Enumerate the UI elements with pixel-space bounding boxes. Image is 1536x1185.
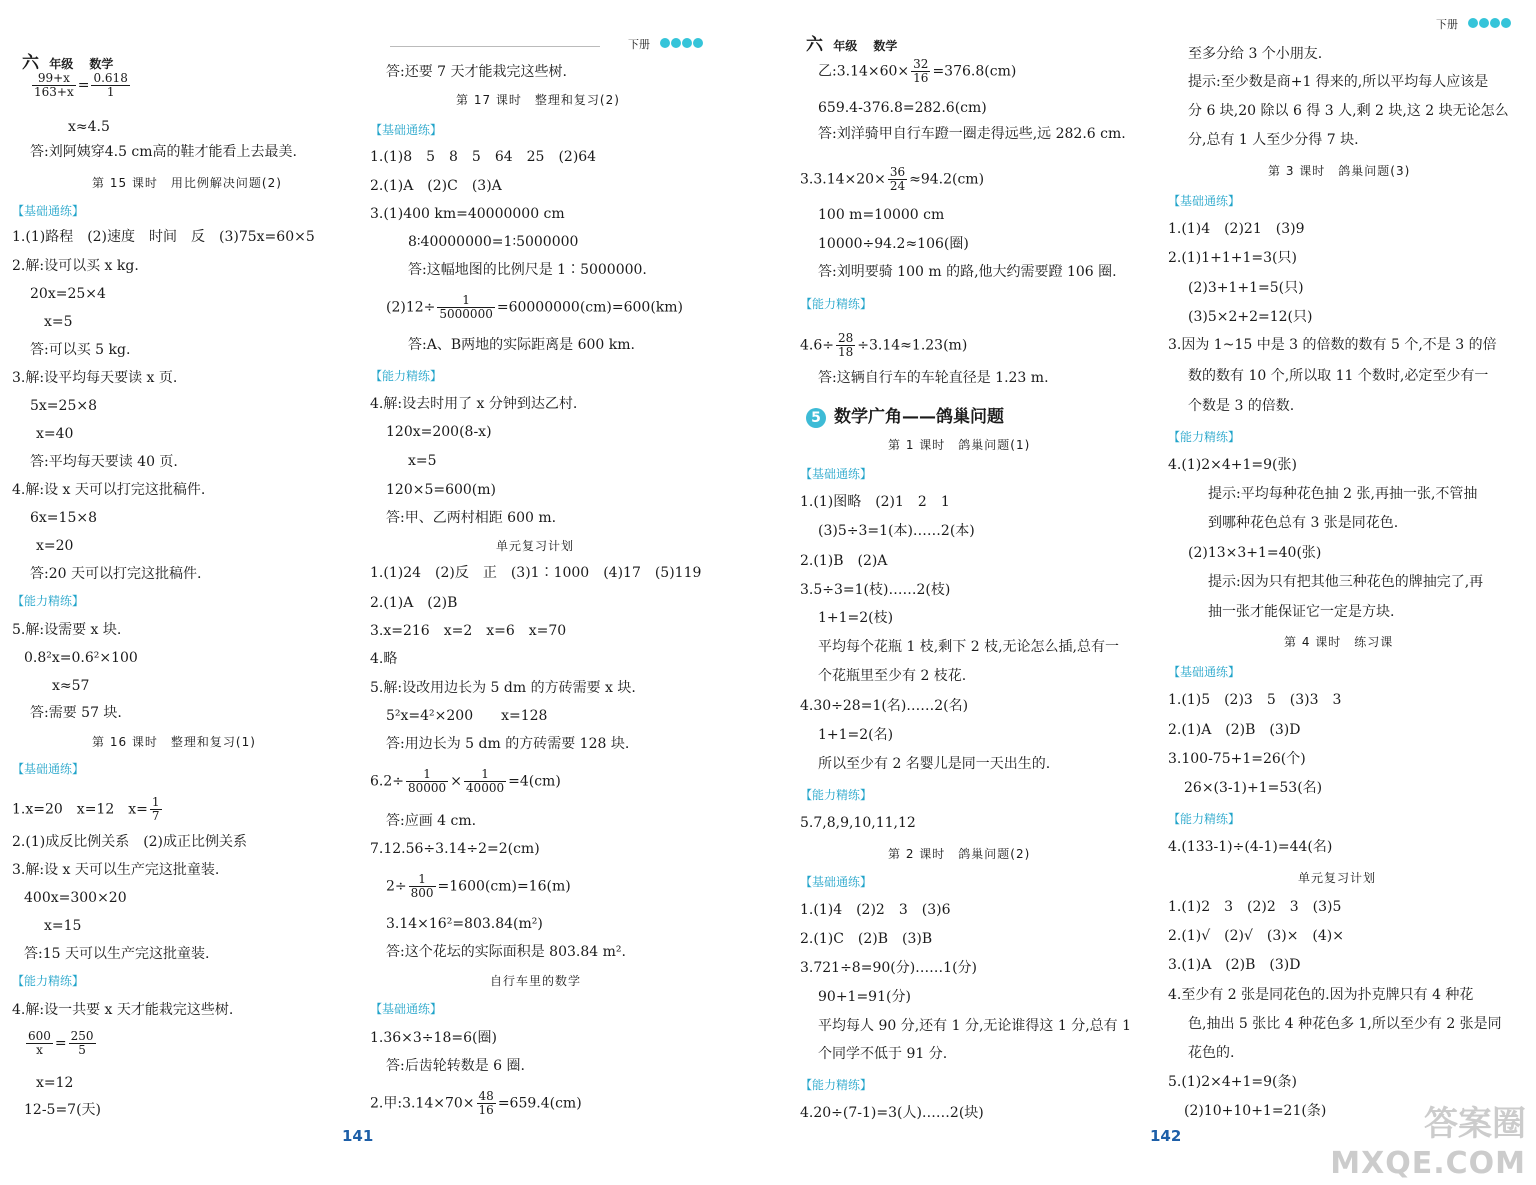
text-line: 2.(1)A (2)B: [370, 595, 458, 611]
text-line: (3)5×2+2=12(只): [1188, 309, 1313, 325]
answer-line: 答:还要 7 天才能栽完这些树.: [386, 64, 567, 80]
section-tag: 【基础通练】: [370, 1002, 443, 1016]
volume-label: 下册: [1436, 18, 1458, 31]
answer-line: 答:平均每天要读 40 页.: [30, 454, 178, 470]
text-line: 2.(1)成反比例关系 (2)成正比例关系: [12, 834, 248, 850]
text-line: 4.解:设去时用了 x 分钟到达乙村.: [370, 396, 578, 412]
text-line: 平均每人 90 分,还有 1 分,无论谁得这 1 分,总有 1: [818, 1018, 1132, 1034]
equation-ratio: $\frac{99+x}{163+x}$ = $\frac{0.618}{1}$: [34, 71, 128, 99]
text-line: 1+1=2(名): [818, 727, 894, 743]
text-line: 5.(1)2×4+1=9(条): [1168, 1074, 1297, 1090]
text-line: 个花瓶里至少有 2 枝花.: [818, 668, 967, 684]
text-line: 3.解:设 x 天可以生产完这批童装.: [12, 862, 220, 878]
text-line: 12-5=7(天): [24, 1102, 102, 1118]
watermark-url: MXQE.COM: [1330, 1146, 1526, 1181]
text-line: 3.721÷8=90(分)……1(分): [800, 960, 978, 976]
volume-label: 下册: [628, 38, 650, 51]
text-line: 4.(1)2×4+1=9(张): [1168, 457, 1297, 473]
text-line: 120x=200(8-x): [386, 424, 492, 440]
text-line: 4.30÷28=1(名)……2(名): [800, 698, 969, 714]
section-tag: 【能力精练】: [370, 369, 443, 383]
text-line: (2)12÷ $\frac{1}{5000000}$ =60000000(cm)=600(km): [386, 293, 684, 321]
lesson-title: 第 15 课时 用比例解决问题(2): [92, 176, 282, 190]
lesson-title: 单元复习计划: [1298, 871, 1377, 885]
text-line: 个数是 3 的倍数.: [1188, 398, 1295, 414]
text-line: 2.甲:3.14×70× $\frac{48}{16}$ =659.4(cm): [370, 1089, 582, 1117]
text-line: 5x=25×8: [30, 398, 97, 414]
text-line: 分,总有 1 人至少分得 7 块.: [1188, 132, 1359, 148]
text-line: 4.20÷(7-1)=3(人)……2(块): [800, 1105, 984, 1121]
answer-line: 答:20 天可以打完这批稿件.: [30, 566, 202, 582]
text-line: 3.3.14×20× $\frac{36}{24}$ ≈94.2(cm): [800, 165, 985, 193]
text-line: 0.8²x=0.6²×100: [24, 650, 138, 666]
text-line: 4.略: [370, 651, 398, 667]
text-line: 90+1=91(分): [818, 989, 911, 1005]
text-line: 6x=15×8: [30, 510, 97, 526]
text-line: 1.(1)4 (2)2 3 (3)6: [800, 902, 951, 918]
text-line: 3.因为 1~15 中是 3 的倍数的数有 5 个,不是 3 的倍: [1168, 337, 1497, 353]
text-line: 3.解:设平均每天要读 x 页.: [12, 370, 178, 386]
answer-line: 答:用边长为 5 dm 的方砖需要 128 块.: [386, 736, 630, 752]
text-line: 5.解:设需要 x 块.: [12, 622, 122, 638]
section-tag: 【能力精练】: [800, 788, 873, 802]
text-line: 659.4-376.8=282.6(cm): [818, 100, 987, 116]
answer-line: 答:这个花坛的实际面积是 803.84 m².: [386, 944, 626, 960]
text-line: x=12: [36, 1075, 74, 1091]
text-line: x=40: [36, 426, 74, 442]
text-line: (2)3+1+1=5(只): [1188, 280, 1304, 296]
text-line: 4.6÷ $\frac{28}{18}$ ÷3.14≈1.23(m): [800, 331, 968, 359]
text-line: x=15: [44, 918, 82, 934]
watermark-logo: 答案圈: [1424, 1104, 1526, 1144]
text-line: 4.解:设 x 天可以打完这批稿件.: [12, 482, 206, 498]
text-line: 3.100-75+1=26(个): [1168, 751, 1306, 767]
text-line: 3.(1)400 km=40000000 cm: [370, 206, 565, 222]
text-line: 个同学不低于 91 分.: [818, 1046, 948, 1062]
text-line: 提示:平均每种花色抽 2 张,再抽一张,不管抽: [1208, 486, 1478, 502]
text-line: 5.解:设改用边长为 5 dm 的方砖需要 x 块.: [370, 680, 636, 696]
text-line: 5.7,8,9,10,11,12: [800, 815, 916, 831]
equation-ratio: $\frac{600}{x}$ = $\frac{250}{5}$: [28, 1029, 94, 1057]
text-line: 提示:至少数是商+1 得来的,所以平均每人应该是: [1188, 74, 1489, 90]
text-line: 20x=25×4: [30, 286, 106, 302]
lesson-title: 第 2 课时 鸽巢问题(2): [888, 847, 1031, 861]
header-dots-icon: [1468, 18, 1511, 28]
section-tag: 【能力精练】: [1168, 812, 1241, 826]
lesson-title: 自行车里的数学: [490, 974, 582, 988]
header-dots-icon: [660, 38, 703, 48]
text-line: x=20: [36, 538, 74, 554]
text-line: 2÷ $\frac{1}{800}$ =1600(cm)=16(m): [386, 872, 571, 900]
text-line: 8∶40000000=1∶5000000: [408, 234, 579, 250]
text-line: 120×5=600(m): [386, 482, 497, 498]
text-line: 1.(1)5 (2)3 5 (3)3 3: [1168, 692, 1342, 708]
right-page: [768, 0, 1536, 1185]
text-line: 1.(1)8 5 8 5 64 25 (2)64: [370, 149, 597, 165]
text-line: 1.(1)图略 (2)1 2 1: [800, 494, 950, 510]
answer-line: 答:可以买 5 kg.: [30, 342, 131, 358]
text-line: 4.解:设一共要 x 天才能栽完这些树.: [12, 1002, 234, 1018]
text-line: 1.(1)24 (2)反 正 (3)1∶1000 (4)17 (5)119: [370, 565, 702, 581]
text-line: 3.5÷3=1(枝)……2(枝): [800, 582, 951, 598]
lesson-title: 第 17 课时 整理和复习(2): [456, 93, 620, 107]
section-tag: 【基础通练】: [1168, 194, 1241, 208]
text-line: (2)13×3+1=40(张): [1188, 545, 1322, 561]
answer-line: 答:这辆自行车的车轮直径是 1.23 m.: [818, 370, 1049, 386]
text-line: 1.(1)路程 (2)速度 时间 反 (3)75x=60×5: [12, 229, 315, 245]
text-line: 26×(3-1)+1=53(名): [1184, 780, 1323, 796]
lesson-title: 第 16 课时 整理和复习(1): [92, 735, 256, 749]
answer-line: 答:甲、乙两村相距 600 m.: [386, 510, 557, 526]
answer-line: 答:应画 4 cm.: [386, 813, 477, 829]
answer-line: 答:A、B两地的实际距离是 600 km.: [408, 337, 635, 353]
text-line: 1.x=20 x=12 x= $\frac{1}{7}$: [12, 795, 160, 823]
text-line: 10000÷94.2≈106(圈): [818, 236, 969, 252]
text-line: 1.(1)2 3 (2)2 3 (3)5: [1168, 899, 1342, 915]
section-tag: 【能力精练】: [12, 974, 85, 988]
text-line: 2.(1)A (2)B (3)D: [1168, 722, 1301, 738]
answer-line: 答:刘阿姨穿4.5 cm高的鞋才能看上去最美.: [30, 144, 297, 160]
chapter-title: 5 数学广角——鸽巢问题: [806, 402, 1004, 428]
answer-line: 所以至少有 2 名婴儿是同一天出生的.: [818, 756, 1051, 772]
section-tag: 【基础通练】: [800, 467, 873, 481]
section-tag: 【能力精练】: [1168, 430, 1241, 444]
text-line: 至多分给 3 个小朋友.: [1188, 46, 1323, 62]
answer-line: 答:这幅地图的比例尺是 1∶5000000.: [408, 262, 647, 278]
answer-line: 答:刘洋骑甲自行车蹬一圈走得远些,远 282.6 cm.: [818, 126, 1126, 142]
text-line: 5²x=4²×200 x=128: [386, 708, 548, 724]
lesson-title: 第 3 课时 鸽巢问题(3): [1268, 164, 1411, 178]
answer-line: 答:需要 57 块.: [30, 705, 122, 721]
text-line: 7.12.56÷3.14÷2=2(cm): [370, 841, 540, 857]
text-line: x≈4.5: [68, 119, 110, 135]
text-line: 1+1=2(枝): [818, 610, 894, 626]
text-line: 色,抽出 5 张比 4 种花色多 1,所以至少有 2 张是同: [1188, 1016, 1502, 1032]
text-line: 6.2÷ $\frac{1}{80000}$ × $\frac{1}{40000}$ =4(cm): [370, 767, 561, 795]
answer-line: 答:后齿轮转数是 6 圈.: [386, 1058, 525, 1074]
text-line: x=5: [408, 453, 437, 469]
grade-header: 六 年级 数学: [22, 53, 114, 73]
text-line: 3.14×16²=803.84(m²): [386, 916, 543, 932]
text-line: 2.(1)1+1+1=3(只): [1168, 250, 1297, 266]
text-line: 100 m=10000 cm: [818, 207, 945, 223]
section-tag: 【基础通练】: [370, 123, 443, 137]
text-line: 2.解:设可以买 x kg.: [12, 258, 139, 274]
text-line: (3)5÷3=1(本)……2(本): [818, 523, 975, 539]
text-line: 1.(1)4 (2)21 (3)9: [1168, 221, 1305, 237]
text-line: 花色的.: [1188, 1045, 1235, 1061]
text-line: x≈57: [52, 678, 90, 694]
page-number-right: 142: [1150, 1127, 1182, 1145]
text-line: 乙:3.14×60× $\frac{32}{16}$ =376.8(cm): [818, 57, 1017, 85]
text-line: 1.36×3÷18=6(圈): [370, 1030, 497, 1046]
text-line: 4.(133-1)÷(4-1)=44(名): [1168, 839, 1333, 855]
text-line: 分 6 块,20 除以 6 得 3 人,剩 2 块,这 2 块无论怎么: [1188, 103, 1509, 119]
text-line: 平均每个花瓶 1 枝,剩下 2 枝,无论怎么插,总有一: [818, 639, 1119, 655]
page-number-left: 141: [342, 1127, 374, 1145]
text-line: 400x=300×20: [24, 890, 127, 906]
answer-line: 答:15 天可以生产完这批童装.: [24, 946, 210, 962]
text-line: x=5: [44, 314, 73, 330]
header-rule: [390, 46, 600, 47]
section-tag: 【能力精练】: [12, 594, 85, 608]
text-line: (2)10+10+1=21(条): [1184, 1103, 1327, 1119]
section-tag: 【基础通练】: [1168, 665, 1241, 679]
section-tag: 【基础通练】: [12, 762, 85, 776]
text-line: 数的数有 10 个,所以取 11 个数时,必定至少有一: [1188, 368, 1489, 384]
text-line: 抽一张才能保证它一定是方块.: [1208, 604, 1395, 620]
grade-header: 六 年级 数学: [806, 35, 898, 55]
lesson-title: 单元复习计划: [496, 539, 575, 553]
lesson-title: 第 1 课时 鸽巢问题(1): [888, 438, 1031, 452]
answer-line: 答:刘明要骑 100 m 的路,他大约需要蹬 106 圈.: [818, 264, 1117, 280]
text-line: 2.(1)A (2)C (3)A: [370, 178, 502, 194]
section-tag: 【基础通练】: [12, 204, 85, 218]
text-line: 2.(1)√ (2)√ (3)× (4)×: [1168, 928, 1344, 944]
text-line: 3.(1)A (2)B (3)D: [1168, 957, 1301, 973]
text-line: 提示:因为只有把其他三种花色的牌抽完了,再: [1208, 574, 1484, 590]
text-line: 2.(1)B (2)A: [800, 553, 888, 569]
text-line: 到哪种花色总有 3 张是同花色.: [1208, 515, 1399, 531]
text-line: 4.至少有 2 张是同花色的.因为扑克牌只有 4 种花: [1168, 987, 1474, 1003]
section-tag: 【能力精练】: [800, 297, 873, 311]
section-tag: 【基础通练】: [800, 875, 873, 889]
section-tag: 【能力精练】: [800, 1078, 873, 1092]
text-line: 3.x=216 x=2 x=6 x=70: [370, 623, 567, 639]
lesson-title: 第 4 课时 练习课: [1284, 635, 1394, 649]
text-line: 2.(1)C (2)B (3)B: [800, 931, 933, 947]
